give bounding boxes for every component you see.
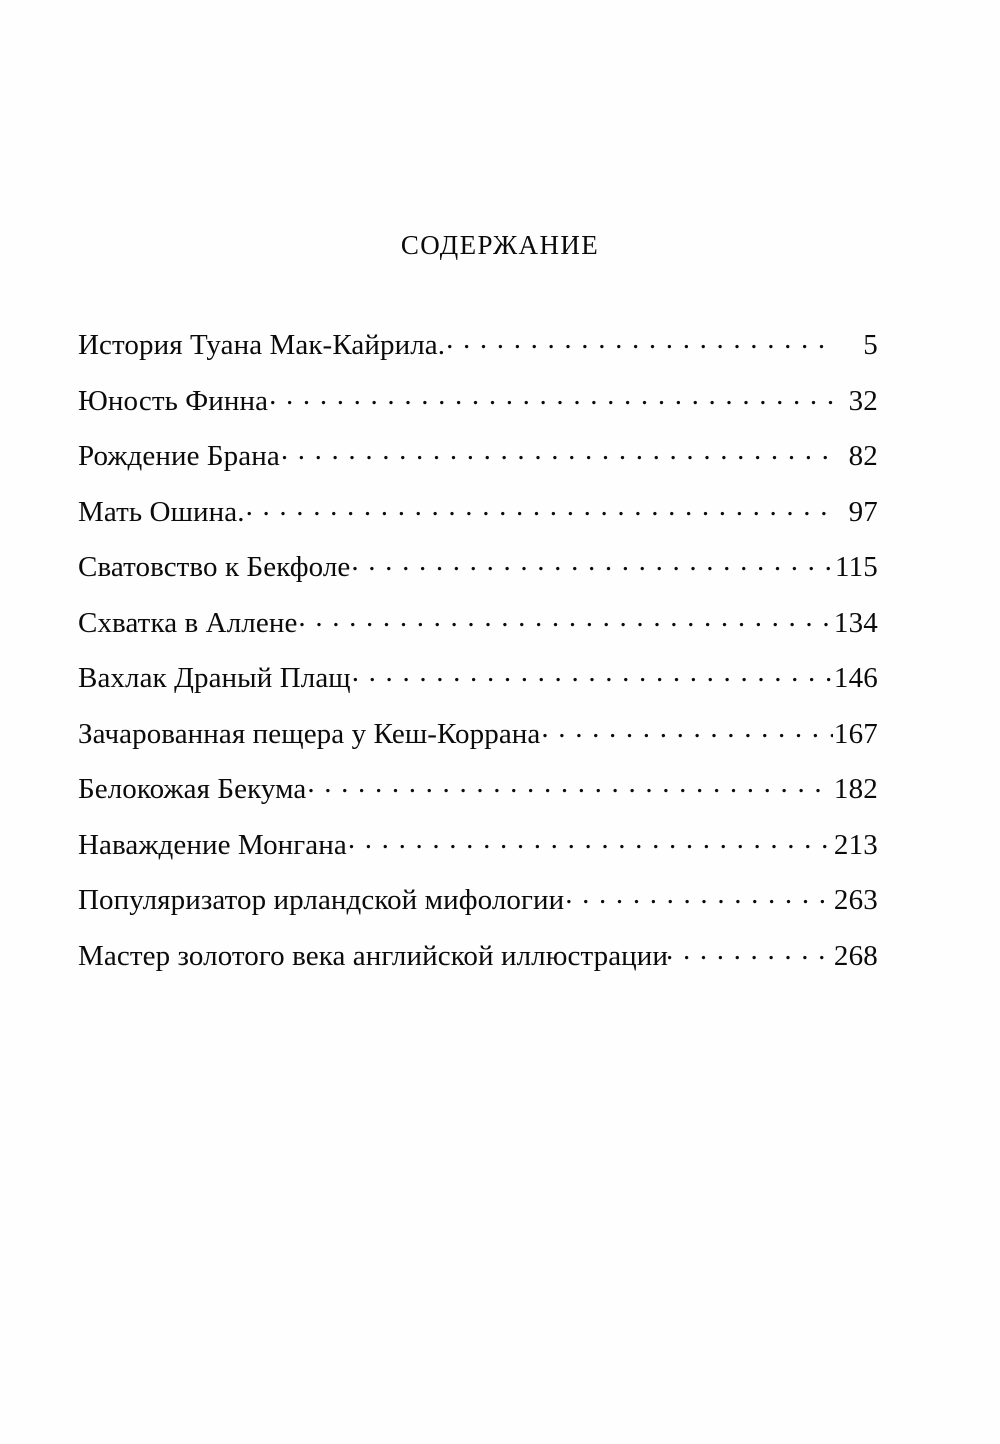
dot-leader bbox=[298, 603, 832, 632]
page-title: СОДЕРЖАНИЕ bbox=[400, 230, 600, 260]
toc-entry-label: История Туана Мак-Кайрила. bbox=[78, 329, 446, 361]
dot-leader bbox=[281, 436, 835, 465]
toc-entry-page-number: 115 bbox=[834, 551, 878, 583]
toc-entry[interactable] bbox=[78, 651, 878, 707]
dot-leader bbox=[269, 381, 835, 410]
dot-leader bbox=[307, 769, 833, 798]
toc-entry-page-number: 263 bbox=[833, 884, 878, 916]
toc-entry-page-number: 268 bbox=[833, 939, 878, 972]
toc-entry-page-number: 5 bbox=[863, 329, 878, 361]
toc-entry-page-number: 82 bbox=[848, 440, 878, 472]
toc-entry-label: Рождение Брана bbox=[78, 440, 280, 472]
toc-entry[interactable] bbox=[78, 596, 878, 652]
dot-leader bbox=[352, 658, 833, 687]
toc-entry-label: Схватка в Аллене bbox=[78, 606, 298, 639]
toc-entry[interactable] bbox=[78, 929, 878, 985]
dot-leader bbox=[446, 325, 835, 354]
toc-entry-page-number: 167 bbox=[833, 717, 878, 750]
toc-entry-page-number: 146 bbox=[833, 662, 878, 694]
table-of-contents-list bbox=[78, 318, 880, 984]
toc-entry-label: Сватовство к Бекфоле bbox=[78, 551, 351, 583]
toc-entry-label: Наваждение Монгана bbox=[78, 828, 347, 861]
dot-leader bbox=[565, 880, 833, 909]
toc-entry[interactable] bbox=[78, 873, 878, 929]
toc-entry-label: Зачарованная пещера у Кеш-Коррана bbox=[78, 717, 541, 750]
dot-leader bbox=[541, 714, 832, 743]
toc-entry-label: Юность Финна bbox=[78, 384, 269, 417]
toc-entry-label: Популяризатор ирландской мифологии bbox=[78, 884, 565, 916]
toc-entry[interactable] bbox=[78, 485, 878, 541]
toc-entry-page-number: 97 bbox=[848, 495, 878, 528]
dot-leader bbox=[348, 825, 833, 854]
toc-entry[interactable] bbox=[78, 540, 878, 596]
toc-entry[interactable] bbox=[78, 374, 878, 430]
dot-leader bbox=[666, 936, 833, 965]
dot-leader bbox=[246, 492, 835, 521]
toc-entry[interactable] bbox=[78, 818, 878, 874]
toc-entry-page-number: 182 bbox=[833, 773, 878, 805]
toc-entry-page-number: 32 bbox=[848, 384, 878, 417]
toc-entry-label: Мать Ошина. bbox=[78, 495, 245, 528]
toc-entry[interactable] bbox=[78, 318, 878, 374]
toc-entry-label: Вахлак Драный Плащ bbox=[78, 662, 351, 694]
toc-entry-label: Белокожая Бекума bbox=[78, 773, 307, 805]
toc-entry-page-number: 213 bbox=[833, 828, 878, 861]
dot-leader bbox=[351, 547, 834, 576]
toc-entry[interactable] bbox=[78, 762, 878, 818]
toc-entry-page-number: 134 bbox=[833, 606, 878, 639]
toc-entry[interactable] bbox=[78, 429, 878, 485]
toc-entry[interactable] bbox=[78, 707, 878, 763]
toc-entry-label: Мастер золотого века английской иллюстрации bbox=[78, 939, 669, 972]
